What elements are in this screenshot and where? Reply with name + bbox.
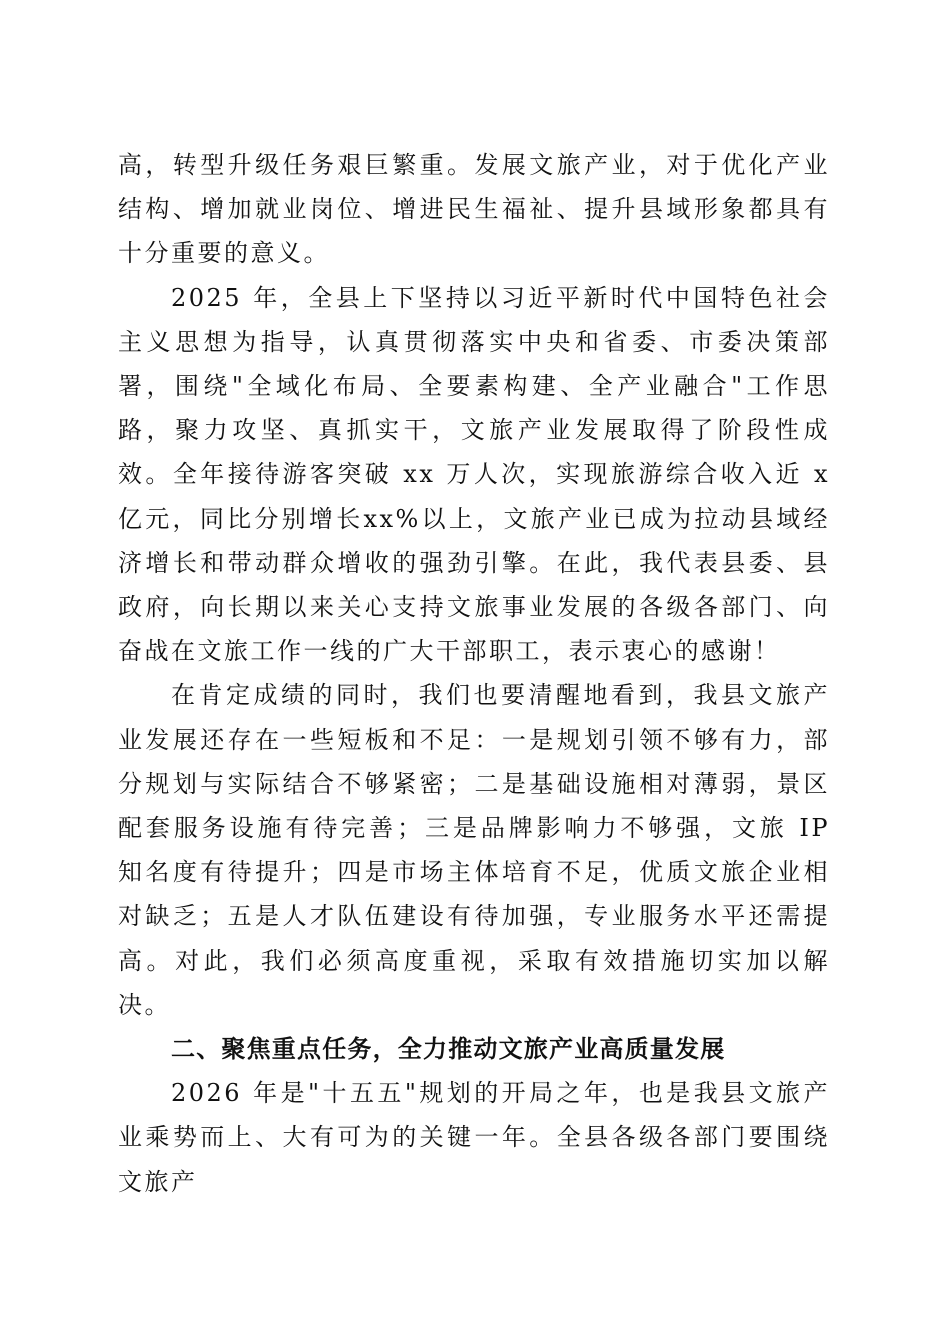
section-heading: 二、聚焦重点任务，全力推动文旅产业高质量发展 [171, 1035, 726, 1064]
paragraph-continuation: 高，转型升级任务艰巨繁重。发展文旅产业，对于优化产业结构、增加就业岗位、增进民生福祉、提升县域形象都具有十分重要的意义。 [118, 151, 830, 268]
paragraph-2026-intro: 2026 年是"十五五"规划的开局之年，也是我县文旅产业乘势而上、大有可为的关键一年。全县各级各部门要围绕文旅产 [118, 1079, 830, 1196]
paragraph-achievements: 2025 年，全县上下坚持以习近平新时代中国特色社会主义思想为指导，认真贯彻落实中央和省委、市委决策部署，围绕"全域化布局、全要素构建、全产业融合"工作思路，聚力攻坚、真抓实干，文旅产业发展取得了阶段性成效。全年接待游客突破 xx 万人次，实现旅游综合收入近 x 亿元，同比分别增长xx%以上，文旅产业已成为拉动县域经济增长和带动群众增收的强劲引擎。在此，我代表县委、县政府，向长期以来关心支持文旅事业发展的各级各部门、向奋战在文旅工作一线的广大干部职工，表示衷心的感谢！ [118, 283, 830, 666]
document-body [118, 143, 830, 1204]
paragraph-shortcomings: 在肯定成绩的同时，我们也要清醒地看到，我县文旅产业发展还存在一些短板和不足：一是规划引领不够有力，部分规划与实际结合不够紧密；二是基础设施相对薄弱，景区配套服务设施有待完善；三是品牌影响力不够强，文旅 IP 知名度有待提升；四是市场主体培育不足，优质文旅企业相对缺乏；五是人才队伍建设有待加强，专业服务水平还需提高。对此，我们必须高度重视，采取有效措施切实加以解决。 [118, 681, 830, 1019]
